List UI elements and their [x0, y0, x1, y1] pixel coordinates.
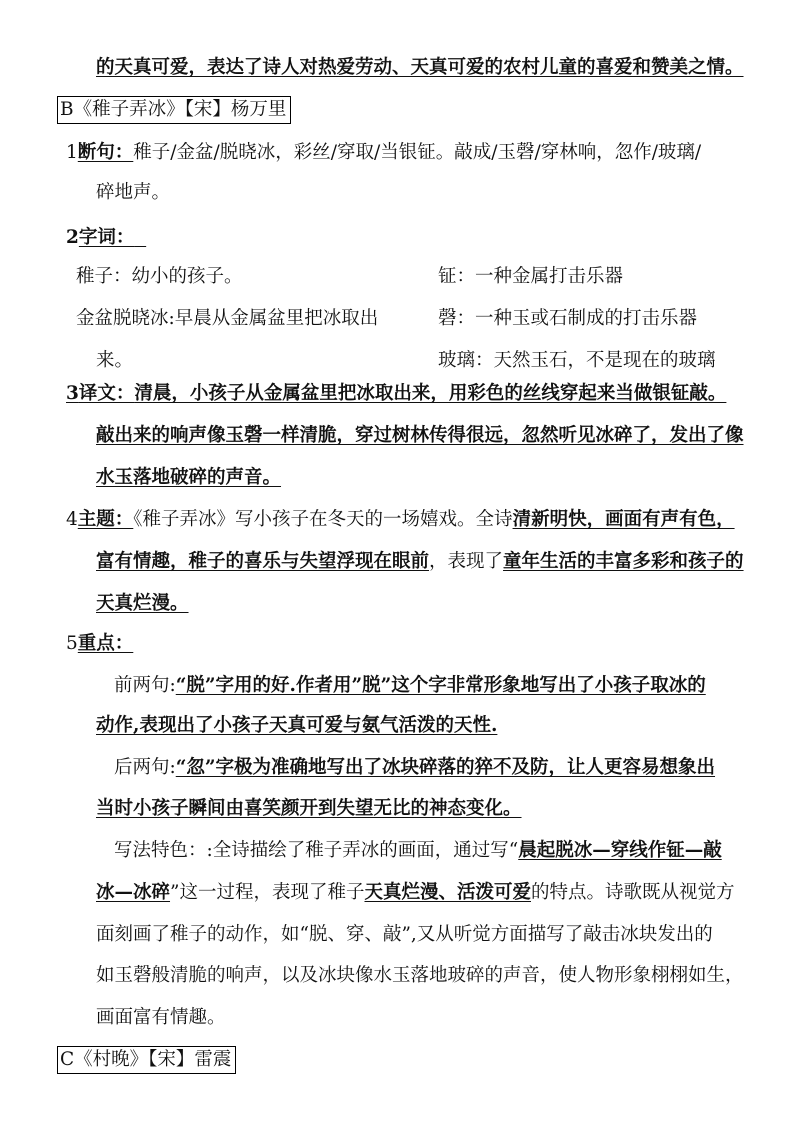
key-point-a-line-2: 动作,表现出了小孩子天真可爱与氨气活泼的天性.	[96, 715, 498, 736]
item-5-heading	[66, 631, 133, 657]
section-c-title: C《村晚》【宋】雷震	[57, 1046, 236, 1074]
key-point-a-label: 前两句:	[114, 675, 176, 696]
vocab-right-1: 钲：一种金属打击乐器	[438, 266, 624, 287]
item-1-line-2: 碎地声。	[96, 182, 171, 203]
key-point-b-label: 后两句:	[114, 757, 176, 778]
key-point-a-text: “脱”字用的好.作者用”脱”这个字非常形象地写出了小孩子取冰的	[175, 675, 706, 696]
item-3-text: 清晨，小孩子从金属盆里把冰取出来，用彩色的丝线穿起来当做银钲敲。	[134, 383, 727, 404]
vocab-right-2: 磬：一种玉或石制成的打击乐器	[438, 308, 698, 329]
item-3-number: 3	[66, 383, 79, 404]
section-b-title: B《稚子弄冰》【宋】杨万里	[57, 96, 291, 124]
item-3-line-2: 敲出来的响声像玉磬一样清脆，穿过树林传得很远，忽然听见冰碎了，发出了像	[96, 425, 744, 446]
writing-feature-text-b: 晨起脱冰—穿线作钲—敲	[518, 840, 722, 861]
item-1-label: 断句：	[77, 142, 134, 163]
item-4-line-1	[66, 507, 735, 533]
vocab-left-1: 稚子：幼小的孩子。	[76, 266, 243, 287]
key-point-a-line-1	[114, 673, 706, 699]
item-1-text: 稚子/金盆/脱晓冰，彩丝/穿取/当银钲。敲成/玉磬/穿林响，忽作/玻璃/	[133, 142, 702, 163]
item-2-number: 2	[66, 227, 79, 248]
writing-feature-line-5: 画面富有情趣。	[96, 1007, 226, 1028]
writing-feature-text-a: 写法特色：:全诗描绘了稚子弄冰的画面，通过写“	[114, 840, 519, 861]
item-4-number: 4	[66, 509, 78, 530]
item-4-text-b: 清新明快，画面有声有色，	[512, 509, 735, 530]
writing-feature-line-2	[96, 880, 735, 906]
writing-feature-text-f: 的特点。诗歌既从视觉方	[531, 882, 735, 903]
item-4-text-e: 童年生活的丰富多彩和孩子的	[503, 551, 744, 572]
vocab-left-2a: 金盆脱晓冰:早晨从金属盆里把冰取出	[76, 308, 379, 329]
writing-feature-line-3: 面刻画了稚子的动作，如“脱、穿、敲”,又从听觉方面描写了敲击冰块发出的	[96, 924, 713, 945]
item-4-line-2	[96, 549, 744, 575]
item-2-label: 字词：	[78, 227, 135, 248]
item-5-label: 重点：	[77, 633, 134, 654]
key-point-b-line-1	[114, 755, 715, 781]
key-point-b-line-2: 当时小孩子瞬间由喜笑颜开到失望无比的神态变化。	[96, 798, 522, 819]
item-3-line-1	[66, 381, 726, 407]
writing-feature-line-4: 如玉磬般清脆的响声，以及冰块像水玉落地玻碎的声音，使人物形象栩栩如生，	[96, 965, 744, 986]
continuation-line: 的天真可爱，表达了诗人对热爱劳动、天真可爱的农村儿童的喜爱和赞美之情。	[96, 57, 744, 78]
item-3-label: 译文：	[78, 383, 135, 404]
item-4-text-a: 《稚子弄冰》写小孩子在冬天的一场嬉戏。全诗	[133, 509, 513, 530]
item-4-line-3: 天真烂漫。	[96, 593, 189, 614]
vocab-right-3: 玻璃：天然玉石，不是现在的玻璃	[438, 350, 716, 371]
writing-feature-text-e: 天真烂漫、活泼可爱	[364, 882, 531, 903]
writing-feature-text-d: ”这一过程，表现了稚子	[170, 882, 365, 903]
vocab-left-2b: 来。	[96, 350, 134, 371]
item-1-line-1	[66, 140, 701, 166]
writing-feature-text-c: 冰—冰碎	[96, 882, 171, 903]
item-4-text-d: ，表现了	[429, 551, 504, 572]
item-2-heading	[66, 225, 146, 251]
item-3-line-3: 水玉落地破碎的声音。	[96, 467, 282, 488]
item-5-number: 5	[66, 633, 78, 654]
item-4-label: 主题：	[77, 509, 134, 530]
item-1-number: 1	[66, 142, 78, 163]
item-4-text-c: 富有情趣，稚子的喜乐与失望浮现在眼前	[96, 551, 430, 572]
writing-feature-line-1	[114, 838, 722, 864]
key-point-b-text: “忽”字极为准确地写出了冰块碎落的猝不及防，让人更容易想象出	[175, 757, 716, 778]
